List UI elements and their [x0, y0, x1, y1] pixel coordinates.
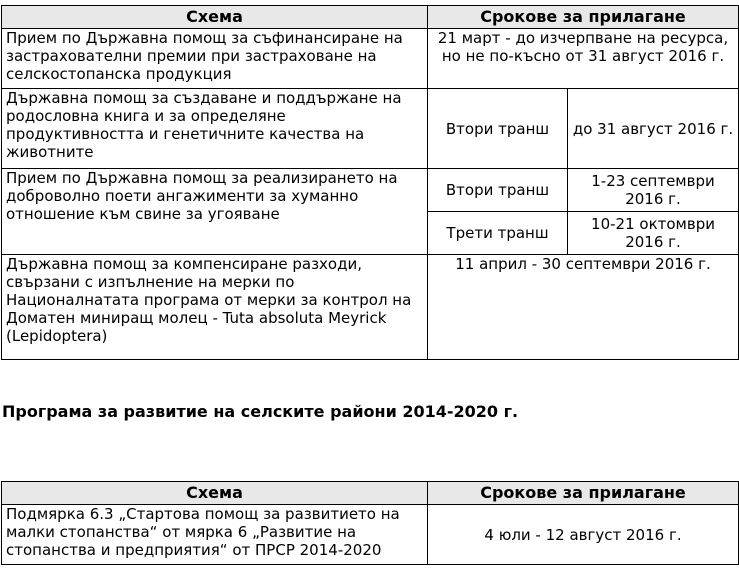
rdp-schemes-table: [1, 481, 739, 565]
scheme-cell: Държавна помощ за създаване и поддържане на родословна книга и за определяне продуктивността и генетичните качества на животните: [2, 89, 428, 169]
tranche-cell: Втори транш: [428, 89, 568, 169]
scheme-column-header: Схема: [2, 482, 428, 505]
deadline-cell: 11 април - 30 септември 2016 г.: [428, 255, 739, 360]
table-row: [2, 505, 739, 565]
schemes-table: [1, 5, 739, 360]
table-row: [2, 89, 739, 169]
section-heading: Програма за развитие на селските райони 2014-2020 г.: [2, 402, 519, 421]
table-header-row: [2, 482, 739, 505]
table-row: [2, 169, 739, 212]
deadline-cell: до 31 август 2016 г.: [568, 89, 739, 169]
scheme-cell: Прием по Държавна помощ за съфинансиране на застрахователни премии при застраховане на селскостопанска продукция: [2, 29, 428, 89]
scheme-column-header: Схема: [2, 6, 428, 29]
table-row: [2, 255, 739, 360]
table-header-row: [2, 6, 739, 29]
deadlines-column-header: Срокове за прилагане: [428, 6, 739, 29]
scheme-cell: Подмярка 6.3 „Стартова помощ за развитието на малки стопанства“ от мярка 6 „Развитие на стопанства и предприятия“ от ПРСР 2014-2020: [2, 505, 428, 565]
deadline-cell: 4 юли - 12 август 2016 г.: [428, 505, 739, 565]
deadline-cell: 1-23 септември 2016 г.: [568, 169, 739, 212]
deadlines-column-header: Срокове за прилагане: [428, 482, 739, 505]
scheme-cell: Прием по Държавна помощ за реализирането на доброволно поети ангажименти за хуманно отношение към свине за угояване: [2, 169, 428, 255]
scheme-cell: Държавна помощ за компенсиране разходи, свързани с изпълнение на мерки по Националнатата програма от мерки за контрол на Доматен миниращ молец - Tuta absoluta Meyrick (Lepidoptera): [2, 255, 428, 360]
table-row: [2, 29, 739, 89]
deadline-cell: 21 март - до изчерпване на ресурса, но не по-късно от 31 август 2016 г.: [428, 29, 739, 89]
deadline-cell: 10-21 октомври 2016 г.: [568, 212, 739, 255]
tranche-cell: Втори транш: [428, 169, 568, 212]
tranche-cell: Трети транш: [428, 212, 568, 255]
